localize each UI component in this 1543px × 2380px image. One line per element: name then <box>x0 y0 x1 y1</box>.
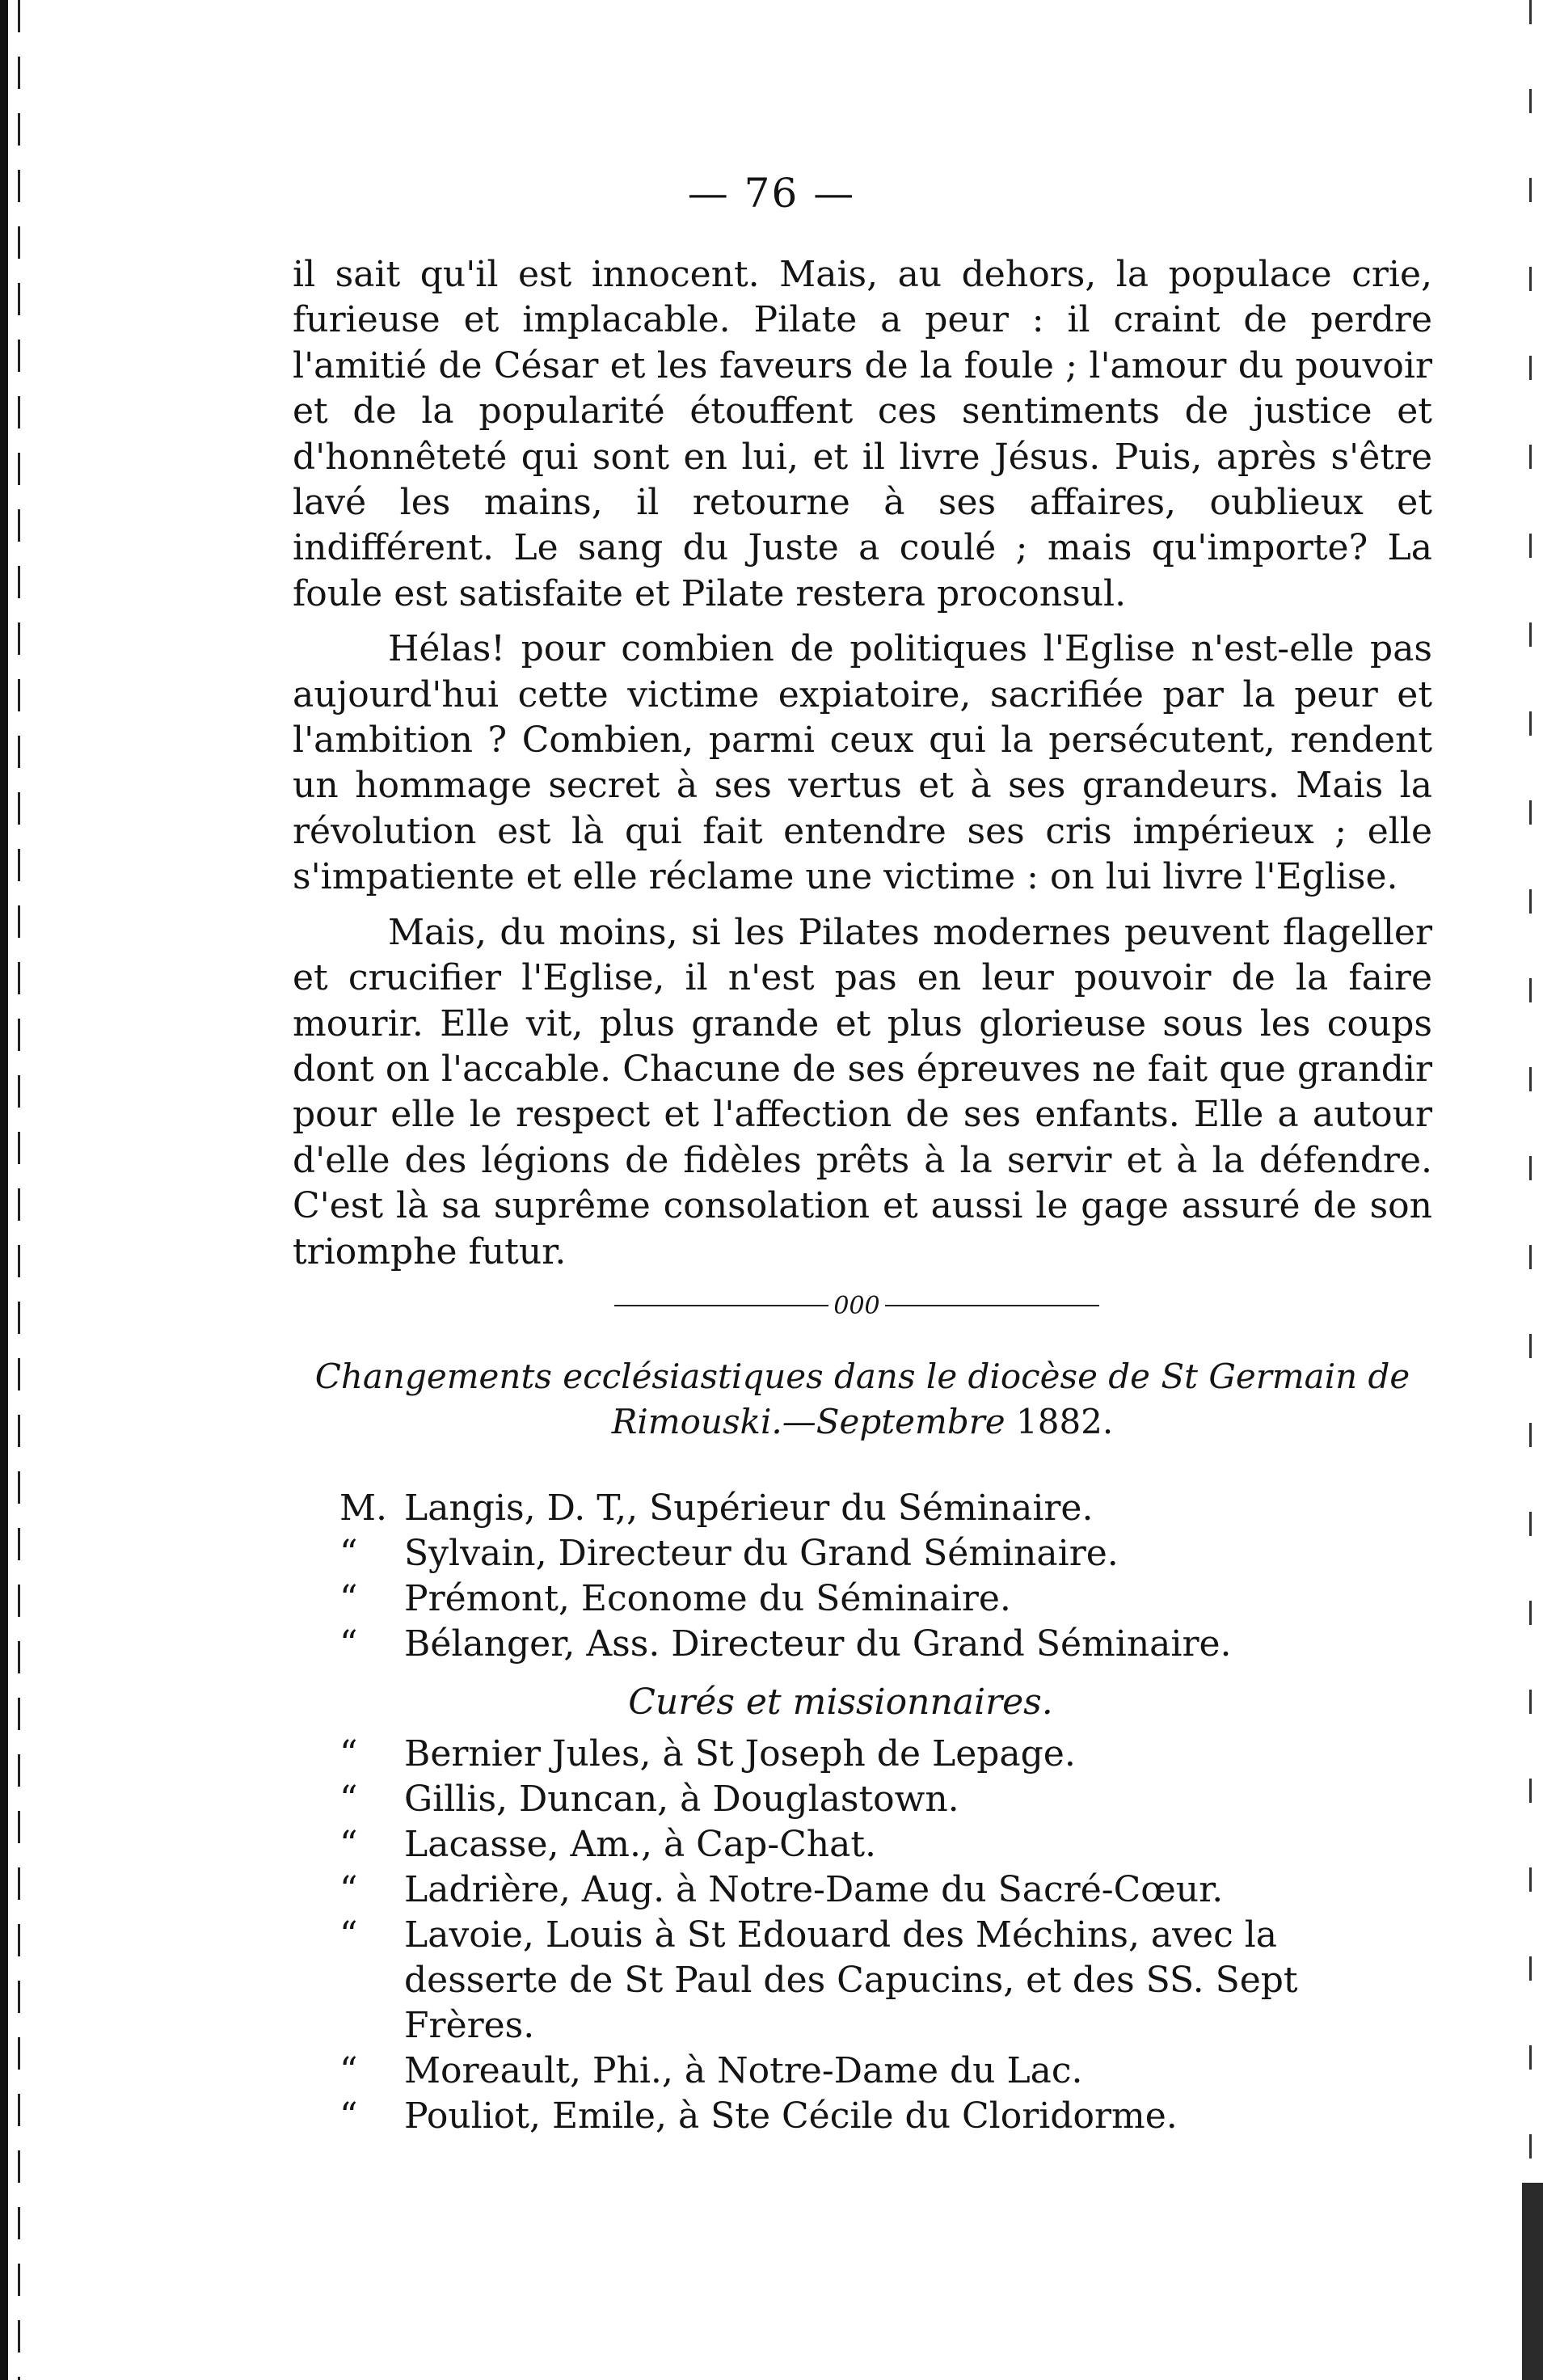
cures-list <box>339 1732 1439 2139</box>
list-item-text: Lavoie, Louis à St Edouard des Méchins, avec la desserte de St Paul des Capucins, et des SS. Sept Frères. <box>404 1914 1298 2046</box>
list-item-prefix: “ <box>339 2050 358 2091</box>
list-item-prefix: “ <box>339 1733 358 1774</box>
list-item <box>339 1822 1439 1867</box>
list-item-text: Ladrière, Aug. à Notre-Dame du Sacré-Cœur. <box>404 1869 1224 1910</box>
list-item-text: Gillis, Duncan, à Douglastown. <box>404 1779 959 1820</box>
scan-edge-right <box>1529 0 1532 2380</box>
paragraph-1: il sait qu'il est innocent. Mais, au dehors, la populace crie, furieuse et implacable. Pilate a peur : il craint de perdre l'amitié de César et les faveurs de la foule ; l'amour du pouvoir et de la popularité étouffent ces sentiments de justice et d'honnêteté qui sont en lui, et il livre Jésus. Puis, après s'être lavé les mains, il retourne à ses affaires, oublieux et indifférent. Le sang du Juste a coulé ; mais qu'importe? La foule est satisfaite et Pilate restera proconsul. <box>293 254 1432 614</box>
scan-edge-left <box>0 0 8 2380</box>
separator-mark: 000 <box>833 1291 880 1320</box>
list-item <box>339 1531 1439 1576</box>
list-item-text: Pouliot, Emile, à Ste Cécile du Cloridorme. <box>404 2095 1178 2137</box>
list-item-prefix: “ <box>339 2095 358 2137</box>
list-item-text: Moreault, Phi., à Notre-Dame du Lac. <box>404 2050 1083 2091</box>
list-item-text: Bélanger, Ass. Directeur du Grand Séminaire. <box>404 1623 1232 1665</box>
list-item-text: Langis, D. T,, Supérieur du Séminaire. <box>404 1488 1094 1529</box>
list-item <box>339 2094 1439 2139</box>
list-item-prefix: “ <box>339 1533 358 1574</box>
paragraph-2: Hélas! pour combien de politiques l'Eglise n'est-elle pas aujourd'hui cette victime expiatoire, sacrifiée par la peur et l'ambition ? Combien, parmi ceux qui la persécutent, rendent un hommage secret à ses vertus et à ses grandeurs. Mais la révolution est là qui fait entendre ses cris impérieux ; elle s'impatiente et elle réclame une victime : on lui livre l'Eglise. <box>293 628 1432 898</box>
list-item-text: Bernier Jules, à St Joseph de Lepage. <box>404 1733 1076 1774</box>
list-item <box>339 1777 1439 1822</box>
section-separator <box>614 1293 1099 1318</box>
list-item-text: Lacasse, Am., à Cap-Chat. <box>404 1824 877 1865</box>
list-item-prefix: “ <box>339 1779 358 1820</box>
body-text <box>293 252 1432 1285</box>
paragraph-3: Mais, du moins, si les Pilates modernes peuvent flageller et crucifier l'Eglise, il n'est pas en leur pouvoir de la faire mourir. Elle vit, plus grande et plus glorieuse sous les coups dont on l'accable. Chacune de ses épreuves ne fait que grandir pour elle le respect et l'affection de ses enfants. Elle a autour d'elle des légions de fidèles prêts à la servir et à la défendre. C'est là sa suprême consolation et aussi le gage assuré de son triomphe futur. <box>293 911 1432 1272</box>
separator-rule-right <box>885 1305 1099 1306</box>
list-item <box>339 1622 1439 1667</box>
list-item <box>339 1486 1439 1531</box>
list-item <box>339 1913 1439 2049</box>
section-heading-year: 1882. <box>1016 1402 1114 1441</box>
list-item <box>339 1576 1439 1622</box>
seminary-staff-list <box>339 1486 1439 1667</box>
list-item-prefix: “ <box>339 1824 358 1865</box>
cures-subheading: Curés et missionnaires. <box>628 1682 1053 1723</box>
list-item <box>339 1867 1439 1913</box>
section-heading-text: Changements ecclésiastiques dans le diocèse de St Germain de Rimouski.—Septembre <box>314 1357 1410 1441</box>
list-item-text: Sylvain, Directeur du Grand Séminaire. <box>404 1533 1119 1574</box>
list-item <box>339 2049 1439 2094</box>
list-item-prefix: M. <box>339 1488 388 1529</box>
list-item <box>339 1732 1439 1777</box>
list-item-prefix: “ <box>339 1623 358 1665</box>
list-item-text: Prémont, Econome du Séminaire. <box>404 1578 1011 1619</box>
separator-rule-left <box>614 1305 828 1306</box>
scan-edge-left-marks <box>18 0 20 2380</box>
list-item-prefix: “ <box>339 1578 358 1619</box>
list-item-prefix: “ <box>339 1914 358 1956</box>
page-number: — 76 — <box>687 170 856 217</box>
scan-edge-right-smudge <box>1522 2183 1543 2380</box>
section-heading <box>293 1354 1432 1445</box>
appointments-list <box>339 1486 1439 2139</box>
list-item-prefix: “ <box>339 1869 358 1910</box>
